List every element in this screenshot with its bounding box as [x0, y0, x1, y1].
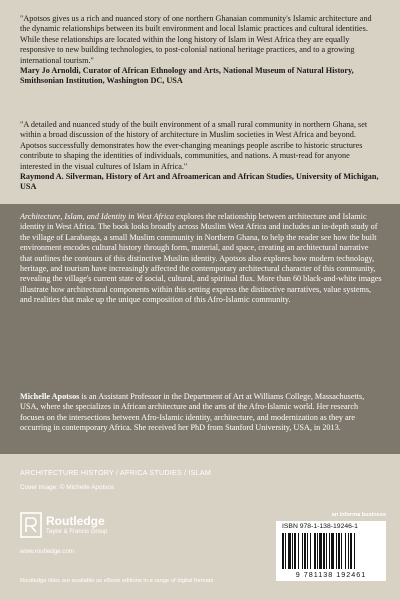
- informa-tagline: an informa business: [331, 512, 386, 518]
- publisher-name: Routledge: [46, 514, 105, 528]
- barcode-number: 9 781138 192461: [295, 570, 367, 579]
- publisher-website: www.routledge.com: [20, 548, 74, 555]
- review-quote-2-text: "A detailed and nuanced study of the built environment of a small rural community in northern Ghana, set within a broad discussion of the history of architecture in Muslim societies in West Africa and beyond. Apotsos successfully demonstrates how the ever-changing meanings people ascribe to historic structures contribute to shaping the identities of individuals, communities, and nations. A must-read for anyone interested in the visual cultures of Islam in Africa.": [20, 120, 368, 171]
- barcode-box: [276, 521, 386, 581]
- routledge-logo-icon: [20, 512, 42, 538]
- review-quote-1: [20, 14, 382, 87]
- barcode-icon: [282, 533, 380, 569]
- review-quote-1-attribution: Mary Jo Arnoldi, Curator of African Ethnology and Arts, National Museum of Natural History, Smithsonian Institution, Washington DC, USA: [20, 66, 354, 86]
- isbn-label: ISBN 978-1-138-19246-1: [282, 523, 358, 530]
- author-name: Michelle Apotsos: [20, 392, 80, 401]
- book-description-text: explores the relationship between architecture and Islamic identity in West Africa. The book looks broadly across Muslim West Africa and includes an in-depth study of the village of Larabanga, a small Muslim community in Northern Ghana, to help the reader see how the built environment encodes cultural history through form, material, and space, creating an architectural narrative that outlines the contours of this distinctive Muslim identity. Apotsos also explores how modern technology, heritage, and tourism have increasingly affected the contemporary architectural character of this community, revealing the village's current state of social, cultural, and spiritual flux. More than 60 black-and-white images illustrate how architectural components within this setting express the distinctive narratives, value systems, and realities that make up the unique composition of this Afro-Islamic community.: [20, 212, 382, 305]
- review-quote-1-text: "Apotsos gives us a rich and nuanced story of one northern Ghanaian community's Islamic architecture and the dynamic relationships between its built environment and local Islamic practices and cultural identities. While these relationships are located within the long history of Islam in West Africa they are equally responsive to new building technologies, to post-colonial national heritage practices, and to a growing international tourism.": [20, 14, 372, 65]
- review-quote-2-attribution: Raymond A. Silverman, History of Art and Afroamerican and African Studies, University of Michigan, USA: [20, 172, 379, 192]
- subject-categories: ARCHITECTURE HISTORY / AFRICA STUDIES / ISLAM: [20, 468, 212, 477]
- book-description: [20, 212, 382, 306]
- isbn-block: [276, 512, 386, 584]
- book-title: Architecture, Islam, and Identity in West Africa: [20, 212, 175, 221]
- cover-credit: Cover image: © Michelle Apotsos: [20, 484, 115, 491]
- ebook-availability-note: Routledge titles are available as eBook editions in a range of digital formats: [20, 578, 214, 584]
- publisher-group: Taylor & Francis Group: [46, 529, 108, 535]
- review-quote-2: [20, 120, 382, 193]
- author-bio: [20, 392, 382, 434]
- publisher-logo: [20, 512, 160, 544]
- author-bio-text: is an Assistant Professor in the Department of Art at Williams College, Massachusetts, USA, where she specializes in African architecture and the arts of the Afro-Islamic world. Her research focuses on the intersections between Afro-Islamic identity, architecture, and modernization as they are occurring in contemporary Africa. She received her PhD from Stanford University, USA, in 2013.: [20, 392, 365, 433]
